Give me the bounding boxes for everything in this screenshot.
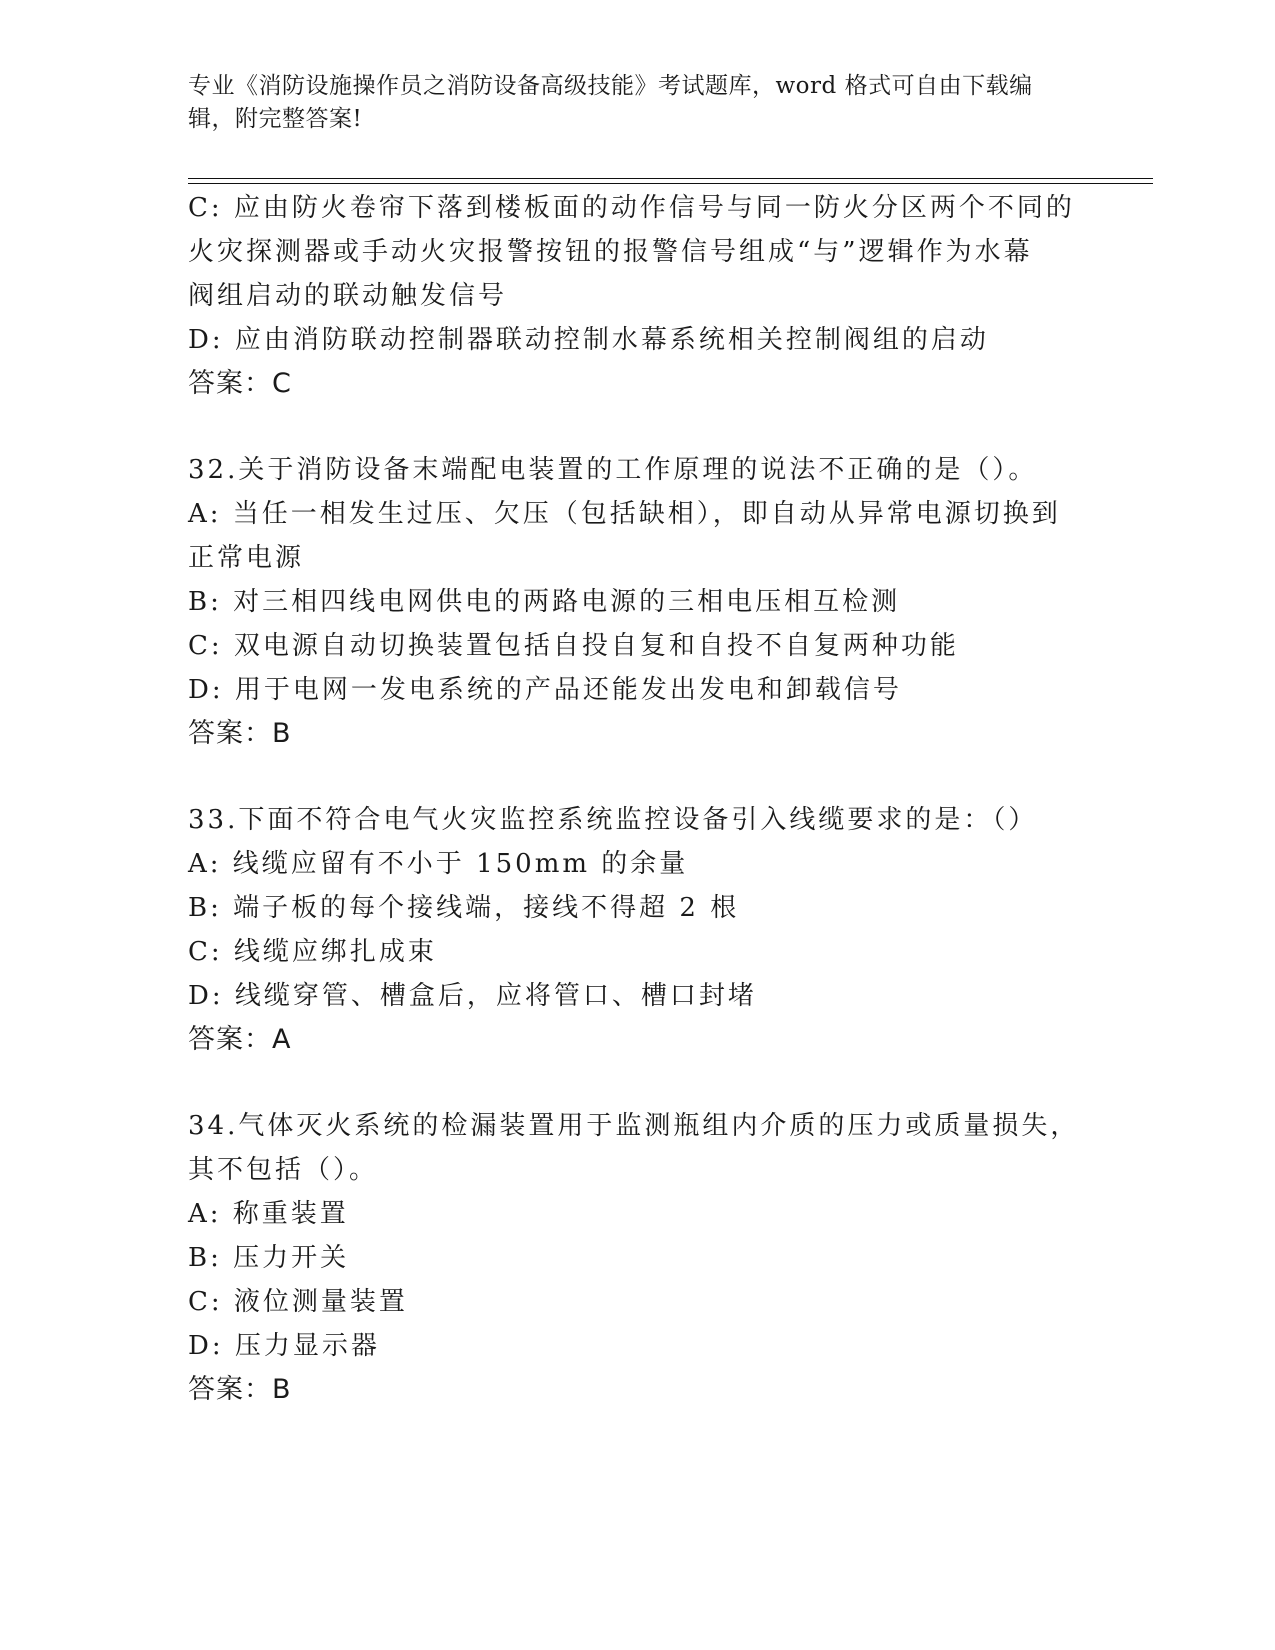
header-divider-bottom [188, 183, 1153, 184]
header-line-2: 辑，附完整答案! [188, 106, 363, 132]
q33-option-c: C: 线缆应绑扎成束 [188, 937, 437, 967]
q34-option-a: A: 称重装置 [188, 1199, 349, 1229]
q33-answer: 答案：A [188, 1024, 292, 1055]
q32-option-c: C: 双电源自动切换装置包括自投自复和自投不自复两种功能 [188, 631, 959, 661]
q34-answer: 答案：B [188, 1374, 292, 1405]
header-line-1: 专业《消防设施操作员之消防设备高级技能》考试题库，word 格式可自由下载编 [188, 73, 1033, 99]
q31-option-c-line-1: C: 应由防火卷帘下落到楼板面的动作信号与同一防火分区两个不同的 [188, 193, 1075, 223]
q32-question: 32.关于消防设备末端配电装置的工作原理的说法不正确的是（）。 [188, 455, 1038, 485]
q32-answer: 答案：B [188, 718, 292, 749]
q33-option-b: B: 端子板的每个接线端，接线不得超 2 根 [188, 893, 740, 923]
q34-option-c: C: 液位测量装置 [188, 1287, 408, 1317]
q32-option-a-line-2: 正常电源 [188, 543, 305, 573]
q34-question-line-2: 其不包括（）。 [188, 1155, 379, 1185]
q31-option-d: D: 应由消防联动控制器联动控制水幕系统相关控制阀组的启动 [188, 325, 989, 355]
header-divider-top [188, 178, 1153, 179]
q32-option-b: B: 对三相四线电网供电的两路电源的三相电压相互检测 [188, 587, 901, 617]
q32-option-d: D: 用于电网一发电系统的产品还能发出发电和卸载信号 [188, 675, 902, 705]
q32-option-a-line-1: A: 当任一相发生过压、欠压（包括缺相），即自动从异常电源切换到 [188, 499, 1061, 529]
q33-question: 33.下面不符合电气火灾监控系统监控设备引入线缆要求的是：（） [188, 805, 1038, 835]
q34-option-d: D: 压力显示器 [188, 1331, 380, 1361]
document-header [188, 70, 1068, 136]
q33-option-a: A: 线缆应留有不小于 150mm 的余量 [188, 849, 689, 879]
q34-option-b: B: 压力开关 [188, 1243, 350, 1273]
q31-option-c-line-2: 火灾探测器或手动火灾报警按钮的报警信号组成“与”逻辑作为水幕 [188, 237, 1033, 267]
q33-option-d: D: 线缆穿管、槽盒后，应将管口、槽口封堵 [188, 981, 757, 1011]
q31-option-c-line-3: 阀组启动的联动触发信号 [188, 281, 508, 311]
q31-answer: 答案：C [188, 368, 292, 399]
q34-question-line-1: 34.气体灭火系统的检漏装置用于监测瓶组内介质的压力或质量损失， [188, 1111, 1080, 1141]
